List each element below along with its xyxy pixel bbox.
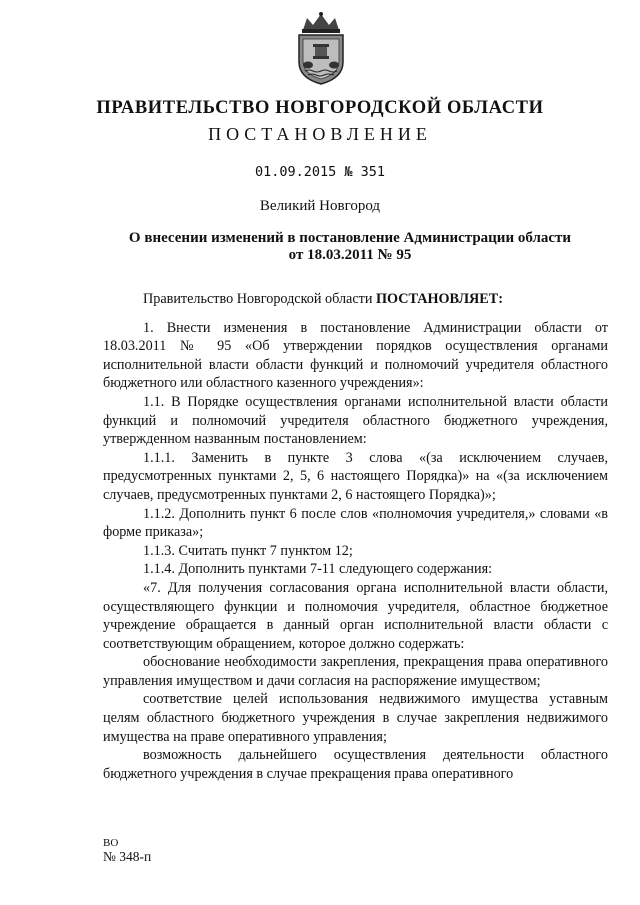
paragraph: 1.1. В Порядке осуществления органами исполнительной власти области функций и полномочий учредителя областного бюджетного учреждения, утвержденном названным постановлением:: [103, 393, 608, 448]
intro-bold: ПОСТАНОВЛЯЕТ:: [375, 291, 503, 307]
footer: [103, 836, 151, 864]
paragraph: «7. Для получения согласования органа исполнительной власти области, осуществляющего функции и полномочия учредителя, областное бюджетное учреждение обращается в данный орган исполнительной власти области с соответствующим обращением, которое должно содержать:: [103, 579, 608, 652]
paragraph: соответствие целей использования недвижимого имущества уставным целям областного бюджетного учреждения в случае закрепления недвижимого имущества на праве оперативного управления;: [103, 691, 608, 745]
paragraph: 1.1.1. Заменить в пункте 3 слова «(за исключением случаев, предусмотренных пунктами 2, 5, 6 настоящего Порядка)» на «(за исключением случаев, предусмотренных пунктами 2, 6 настоящего Порядка)»;: [103, 449, 608, 503]
intro-text: Правительство Новгородской области: [143, 291, 376, 307]
paragraph: 1.1.2. Дополнить пункт 6 после слов «полномочия учредителя,» словами «в форме приказа»;: [103, 505, 608, 541]
document-subject: [115, 230, 585, 264]
paragraph: обоснование необходимости закрепления, прекращения права оперативного управления имуществом и дачи согласия на распоряжение имуществом;: [103, 654, 608, 689]
document-type: ПОСТАНОВЛЕНИЕ: [208, 124, 432, 144]
paragraph: 1. Внести изменения в постановление Администрации области от 18.03.2011 № 95 «Об утверждении порядков осуществления органами исполнительной власти области функций и полномочий учредителя областного бюджетного или областного казенного учреждения»:: [103, 319, 608, 392]
city: Великий Новгород: [259, 198, 381, 214]
footer-initials: ВО: [103, 837, 119, 849]
subject-line-1: О внесении изменений в постановление Администрации области: [128, 230, 572, 246]
government-title: ПРАВИТЕЛЬСТВО НОВГОРОДСКОЙ ОБЛАСТИ: [96, 98, 544, 118]
coat-of-arms-emblem: [291, 10, 351, 85]
document-body: [103, 290, 608, 783]
intro-paragraph: [103, 290, 608, 309]
date-number: 01.09.2015 № 351: [254, 164, 386, 180]
paragraph: 1.1.4. Дополнить пунктами 7-11 следующего содержания:: [143, 561, 493, 578]
subject-line-2: от 18.03.2011 № 95: [288, 247, 412, 263]
paragraph: возможность дальнейшего осуществления деятельности областного бюджетного учреждения в случае прекращения права оперативного: [103, 747, 608, 782]
paragraph: 1.1.3. Считать пункт 7 пунктом 12;: [143, 542, 353, 559]
footer-doc-number: № 348-п: [103, 849, 152, 864]
